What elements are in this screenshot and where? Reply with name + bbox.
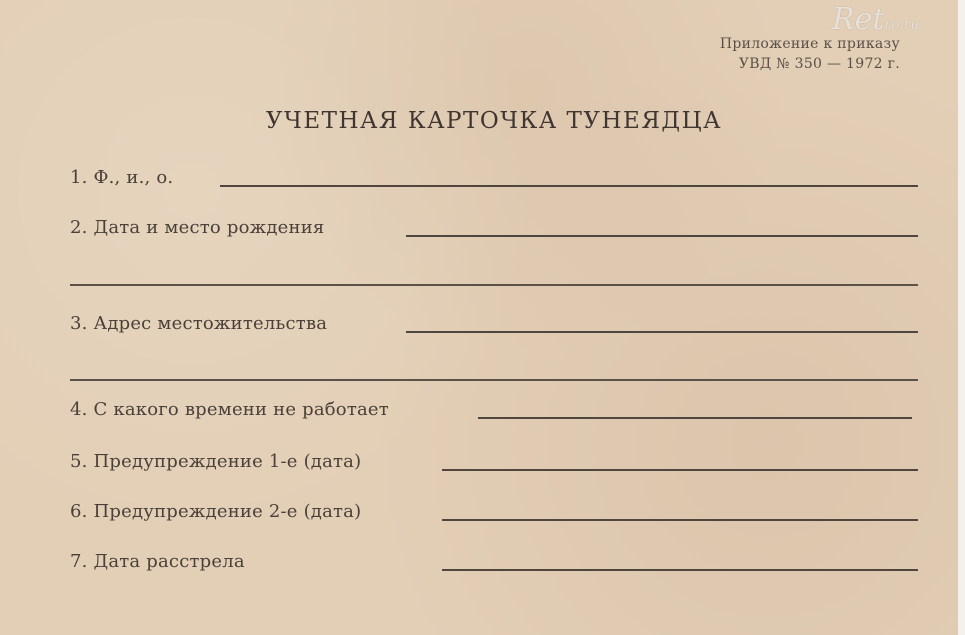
field-line-warning-2[interactable]: [442, 519, 918, 521]
field-line-birth[interactable]: [406, 235, 918, 237]
field-label-birth: 2. Дата и место рождения: [70, 217, 325, 238]
field-label-execution-date: 7. Дата расстрела: [70, 551, 245, 572]
field-label-unemployed-since: 4. С какого времени не работает: [70, 399, 389, 420]
card-title: УЧЕТНАЯ КАРТОЧКА ТУНЕЯДЦА: [265, 108, 723, 134]
field-label-warning-1: 5. Предупреждение 1-е (дата): [70, 451, 362, 472]
appendix-note: [720, 34, 900, 74]
watermark-logo: Retro.ru: [832, 2, 920, 37]
field-label-address: 3. Адрес местожительства: [70, 313, 328, 334]
field-row-address: [70, 312, 918, 336]
field-row-name: [70, 166, 918, 190]
field-line-name[interactable]: [220, 185, 918, 187]
field-label-warning-2: 6. Предупреждение 2-е (дата): [70, 501, 362, 522]
field-line-address[interactable]: [406, 331, 918, 333]
field-line-birth-continued[interactable]: [70, 284, 918, 286]
appendix-line-2: УВД № 350 — 1972 г.: [738, 56, 900, 72]
field-line-unemployed-since[interactable]: [478, 417, 912, 419]
page-edge: [958, 0, 965, 635]
field-row-warning-1: [70, 450, 918, 474]
field-line-execution-date[interactable]: [442, 569, 918, 571]
field-label-name: 1. Ф., и., о.: [70, 167, 174, 188]
field-line-warning-1[interactable]: [442, 469, 918, 471]
field-row-warning-2: [70, 500, 918, 524]
field-row-execution-date: [70, 550, 918, 574]
field-row-unemployed-since: [70, 398, 918, 422]
field-line-address-continued[interactable]: [70, 379, 918, 381]
field-row-birth: [70, 216, 918, 240]
appendix-line-1: Приложение к приказу: [719, 36, 900, 52]
